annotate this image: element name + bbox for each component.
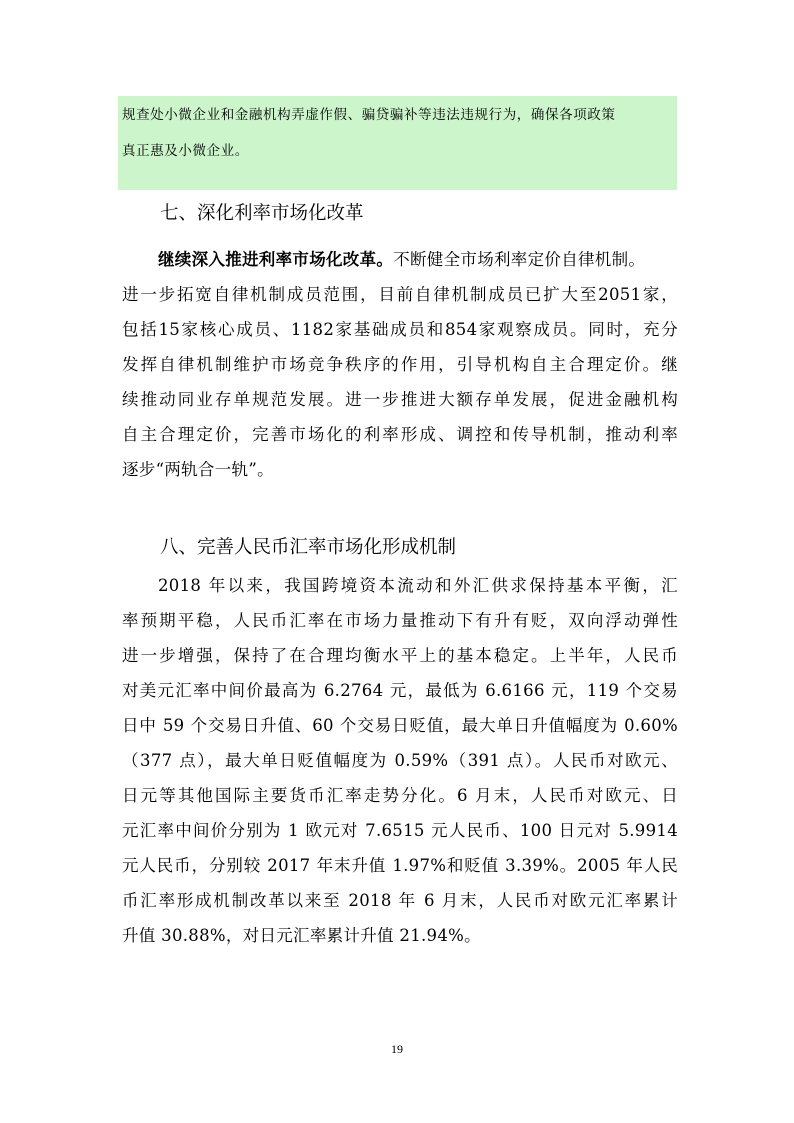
paragraph-line: 日中 59 个交易日升值、60 个交易日贬值，最大单日升值幅度为 0.60%	[122, 716, 678, 735]
paragraph-line: （377 点），最大单日贬值幅度为 0.59%（391 点）。人民币对欧元、	[122, 751, 678, 770]
paragraph-line: 发挥自律机制维护市场竞争秩序的作用，引导机构自主合理定价。继	[122, 355, 678, 374]
highlight-box	[118, 96, 677, 190]
box-line: 真正惠及小微企业。	[122, 143, 249, 159]
paragraph-line: 进一步拓宽自律机制成员范围，目前自律机制成员已扩大至2051家，	[122, 285, 678, 304]
paragraph-line: 日元等其他国际主要货币汇率走势分化。6 月末，人民币对欧元、日	[122, 786, 678, 805]
paragraph-line: 币汇率形成机制改革以来至 2018 年 6 月末，人民币对欧元汇率累计	[122, 891, 678, 910]
paragraph-line: 逐步“两轨合一轨”。	[122, 460, 274, 479]
paragraph-line: 续推动同业存单规范发展。进一步推进大额存单发展，促进金融机构	[122, 390, 678, 409]
section-heading-7: 七、深化利率市场化改革	[160, 203, 364, 224]
paragraph-line: 对美元汇率中间价最高为 6.2764 元，最低为 6.6166 元，119 个交易	[122, 681, 678, 700]
section-7-paragraph	[122, 242, 678, 487]
section-heading-8: 八、完善人民币汇率市场化形成机制	[160, 537, 457, 558]
section-8-paragraph	[122, 568, 678, 953]
paragraph-line: 自主合理定价，完善市场化的利率形成、调控和传导机制，推动利率	[122, 425, 678, 444]
paragraph-line: 率预期平稳，人民币汇率在市场力量推动下有升有贬，双向浮动弹性	[122, 611, 678, 630]
paragraph-line: 包括15家核心成员、1182家基础成员和854家观察成员。同时，充分	[122, 320, 678, 339]
lead-text: 不断健全市场利率定价自律机制。	[393, 250, 646, 269]
page-number: 19	[391, 1042, 403, 1056]
paragraph-line: 进一步增强，保持了在合理均衡水平上的基本稳定。上半年，人民币	[122, 646, 678, 665]
paragraph-line	[122, 242, 678, 277]
paragraph-line: 升值 30.88%，对日元汇率累计升值 21.94%。	[122, 926, 481, 945]
box-line: 规查处小微企业和金融机构弄虚作假、骗贷骗补等违法违规行为，确保各项政策	[122, 107, 616, 123]
lead-bold-text: 继续深入推进利率市场化改革。	[158, 250, 394, 269]
paragraph-line: 元汇率中间价分别为 1 欧元对 7.6515 元人民币、100 日元对 5.9914	[122, 821, 678, 840]
paragraph-line: 元人民币，分别较 2017 年末升值 1.97%和贬值 3.39%。2005 年人民	[122, 856, 678, 875]
paragraph-line: 2018 年以来，我国跨境资本流动和外汇供求保持基本平衡，汇	[158, 576, 678, 595]
